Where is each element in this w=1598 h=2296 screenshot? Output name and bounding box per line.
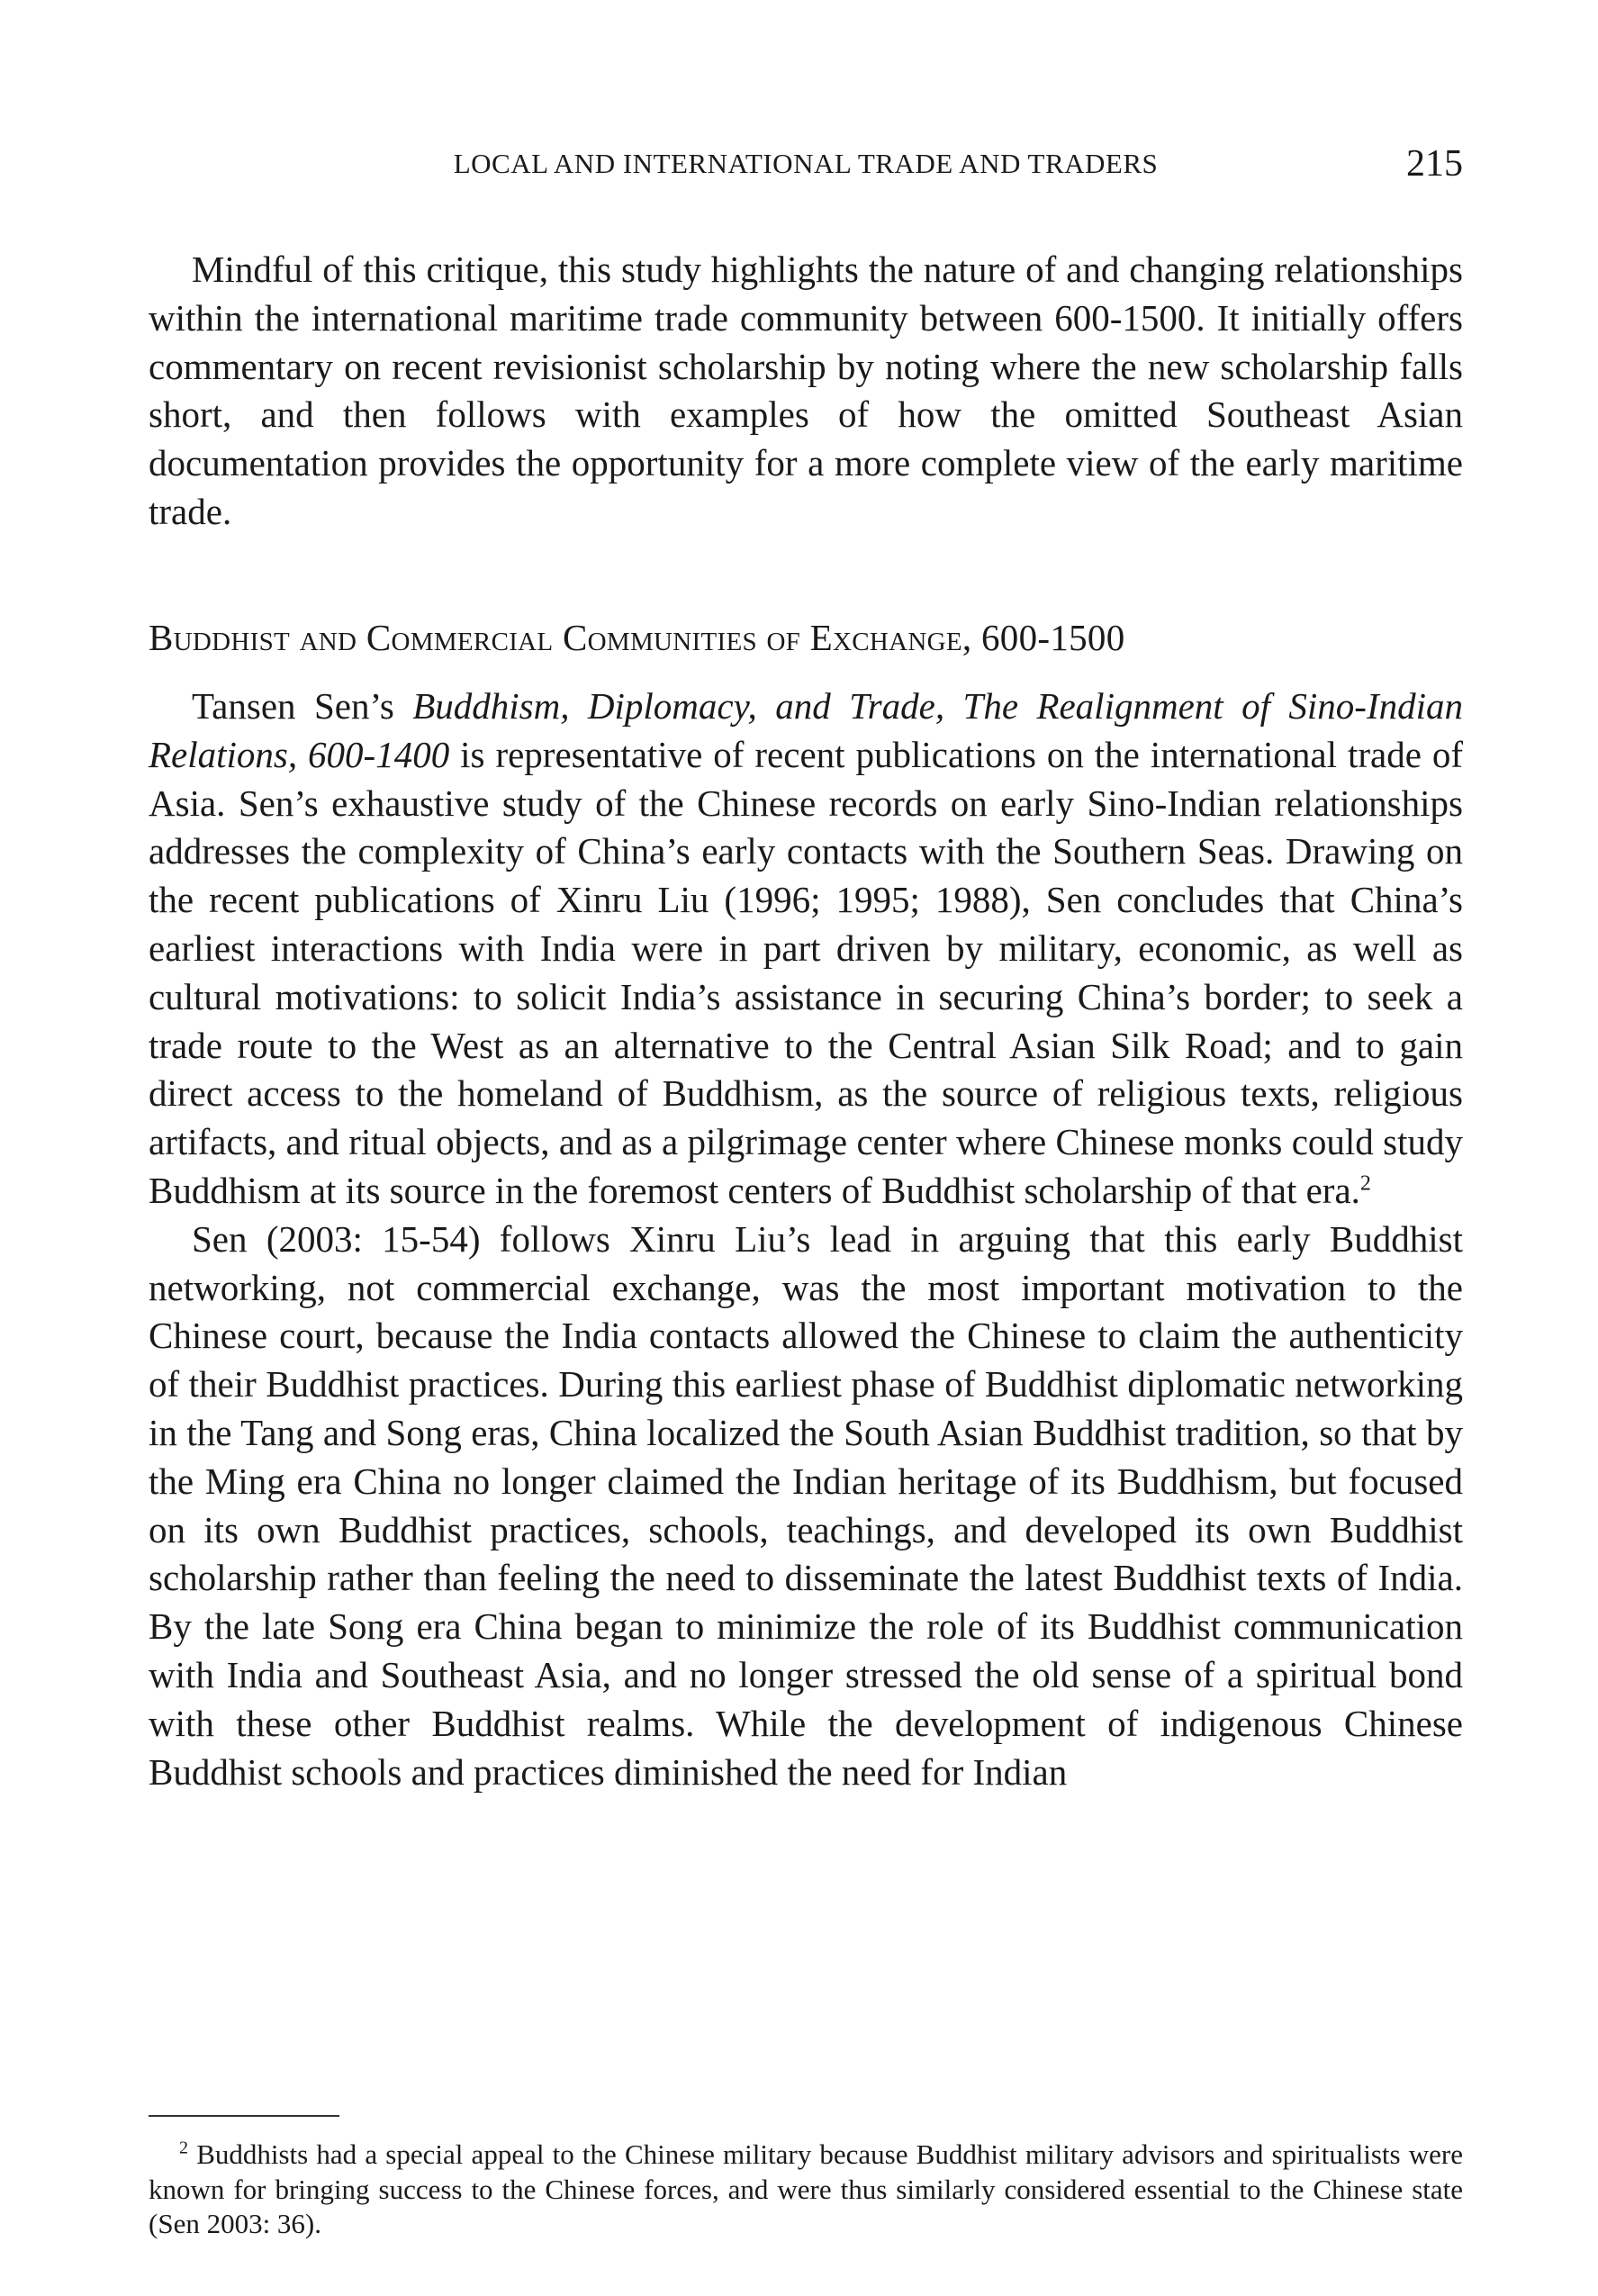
section-heading: Buddhist and Commercial Communities of Exchange, 600-1500 bbox=[149, 617, 1125, 658]
footnote-number: 2 bbox=[179, 2138, 188, 2158]
paragraph-1 bbox=[149, 682, 1463, 1216]
book-title: Buddhism, Diplomacy, and Trade, The Realignment of Sino-Indian Relations, 600-1400 bbox=[149, 685, 1463, 775]
running-header bbox=[149, 137, 1463, 191]
paragraph-1-text: is representative of recent publications on the international trade of Asia. Sen’s exhaustive study of the Chinese records on early Sino-Indian relationships addresses the complexity of China’s early contacts with the Southern Seas. Drawing on the recent publications of Xinru Liu (1996; 1995; 1988), Sen concludes that China’s earliest interactions with India were in part driven by military, economic, as well as cultural motivations: to solicit India’s assistance in securing China’s border; to seek a trade route to the West as an alternative to the Central Asian Silk Road; and to gain direct access to the homeland of Buddhism, as the source of religious texts, religious artifacts, and ritual objects, and as a pilgrimage center where Chinese monks could study Buddhism at its source in the foremost centers of Buddhist scholarship of that era. bbox=[149, 733, 1463, 1211]
footnote-text: Buddhists had a special appeal to the Chinese military because Buddhist military advisors and spiritualists were known for bringing success to the Chinese forces, and were thus similarly considered essential to the Chinese state (Sen 2003: 36). bbox=[149, 2138, 1463, 2239]
footnote-reference: 2 bbox=[1359, 1171, 1371, 1196]
footnote bbox=[149, 2138, 1463, 2242]
intro-block bbox=[149, 246, 1463, 537]
running-title: LOCAL AND INTERNATIONAL TRADE AND TRADERS bbox=[453, 148, 1159, 179]
page-number: 215 bbox=[1406, 143, 1463, 185]
footnote-divider bbox=[149, 2115, 339, 2117]
intro-paragraph: Mindful of this critique, this study highlights the nature of and changing relationships within the international maritime trade community between 600-1500. It initially offers commentary on recent revisionist scholarship by noting where the new scholarship falls short, and then follows with examples of how the omitted Southeast Asian documentation provides the opportunity for a more complete view of the early maritime trade. bbox=[149, 249, 1463, 532]
paragraph-1-lead: Tansen Sen’s bbox=[192, 685, 413, 727]
section-body bbox=[149, 682, 1463, 1796]
paragraph-2: Sen (2003: 15-54) follows Xinru Liu’s lead in arguing that this early Buddhist networking, not commercial exchange, was the most important motivation to the Chinese court, because the India contacts allowed the Chinese to claim the authenticity of their Buddhist practices. During this earliest phase of Buddhist diplomatic networking in the Tang and Song eras, China localized the South Asian Buddhist tradition, so that by the Ming era China no longer claimed the Indian heritage of its Buddhism, but focused on its own Buddhist practices, schools, teachings, and developed its own Buddhist scholarship rather than feeling the need to disseminate the latest Buddhist texts of India. By the late Song era China began to minimize the role of its Buddhist communication with India and Southeast Asia, and no longer stressed the old sense of a spiritual bond with these other Buddhist realms. While the development of indigenous Chinese Buddhist schools and practices diminished the need for Indian bbox=[149, 1217, 1463, 1793]
